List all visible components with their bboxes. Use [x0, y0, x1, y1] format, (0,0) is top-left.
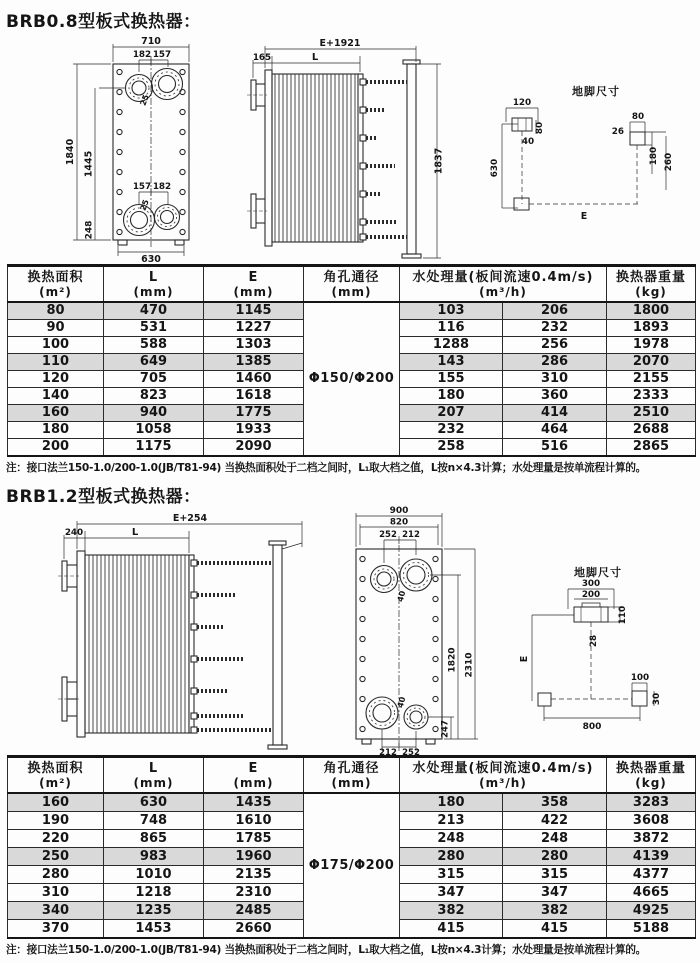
table-cell: 748 — [104, 812, 204, 830]
table-cell: 1960 — [204, 848, 304, 866]
table-cell: 340 — [8, 902, 104, 920]
table-cell: 180 — [400, 793, 503, 812]
table-cell: 213 — [400, 812, 503, 830]
table-cell: 649 — [104, 354, 204, 371]
table-cell: 464 — [503, 422, 607, 439]
table-cell: 180 — [400, 388, 503, 405]
col-header-area: 换热面积 (m²) — [8, 266, 104, 303]
brb08-foundation-drawing — [478, 82, 696, 238]
dim-label-252-top: 252 — [379, 530, 397, 540]
table2-note: 注：接口法兰150-1.0/200-1.0(JB/T81-94) 当换热面积处于二档之间时，L₁取大档之值，L按n×4.3计算；水处理量是按单流程计算的。 — [6, 944, 646, 956]
table-cell: 3608 — [607, 812, 696, 830]
table-cell: 360 — [503, 388, 607, 405]
table-cell: 220 — [8, 830, 104, 848]
table-cell: 1775 — [204, 405, 304, 422]
table-cell: 1218 — [104, 884, 204, 902]
table-cell: 200 — [8, 439, 104, 457]
table-cell: 310 — [8, 884, 104, 902]
brb12-spec-table — [7, 755, 696, 939]
col-header-water: 水处理量(板间流速0.4m/s) (m³/h) — [400, 266, 607, 303]
hole-diameter-cell: Φ175/Φ200 — [304, 793, 400, 938]
col-header-weight: 换热器重量 (kg) — [607, 757, 696, 794]
dim-label-1837: 1837 — [433, 147, 445, 175]
table-cell: 1385 — [204, 354, 304, 371]
dim-label-180: 180 — [649, 146, 659, 166]
table-cell: 1785 — [204, 830, 304, 848]
table-cell: 190 — [8, 812, 104, 830]
dim-label-165: 165 — [252, 53, 272, 63]
table-cell: 382 — [503, 902, 607, 920]
dim-label-252-bottom: 252 — [402, 748, 420, 755]
dim-label-30: 30 — [652, 692, 662, 706]
table-cell: 2310 — [204, 884, 304, 902]
table-cell: 1235 — [104, 902, 204, 920]
dim-label-80-left: 80 — [535, 121, 545, 135]
foundation-svg — [478, 82, 696, 234]
table-cell: 110 — [8, 354, 104, 371]
table-cell: 116 — [400, 320, 503, 337]
table-cell: 3872 — [607, 830, 696, 848]
table-cell: 315 — [400, 866, 503, 884]
dim-label-25-bottom: 25 — [138, 198, 151, 212]
table-cell: 370 — [8, 920, 104, 939]
dim-label-28: 28 — [589, 634, 599, 648]
table-cell: 1435 — [204, 793, 304, 812]
table-cell: 1145 — [204, 302, 304, 320]
table-cell: 422 — [503, 812, 607, 830]
dim-label-1820: 1820 — [447, 647, 458, 673]
dim-label-240: 240 — [64, 528, 84, 538]
front-view-svg — [318, 505, 503, 755]
front-view-svg — [55, 34, 205, 264]
dim-label-40-top: 40 — [395, 589, 408, 603]
table-row — [8, 793, 696, 812]
table-cell: 258 — [400, 439, 503, 457]
dim-label-630: 630 — [141, 254, 161, 264]
brb12-side-view-drawing — [55, 509, 327, 759]
table-cell: 1618 — [204, 388, 304, 405]
dim-label-40-bottom: 40 — [395, 695, 408, 709]
table-cell: 2865 — [607, 439, 696, 457]
foundation-title: 地脚尺寸 — [574, 566, 622, 579]
table-cell: 1227 — [204, 320, 304, 337]
hole-diameter-cell: Φ150/Φ200 — [304, 302, 400, 456]
dim-label-1840: 1840 — [65, 138, 76, 166]
table-cell: 4665 — [607, 884, 696, 902]
dim-label-E-fnd: E — [580, 211, 588, 222]
brb12-drawings — [0, 505, 700, 755]
table-cell: 415 — [503, 920, 607, 939]
foundation-svg — [492, 563, 697, 735]
dim-label-L2: L — [131, 527, 139, 538]
section2-title: BRB1.2型板式换热器： — [6, 487, 201, 507]
dim-label-L1: L — [311, 52, 319, 63]
table-cell: 160 — [8, 405, 104, 422]
table-cell: 155 — [400, 371, 503, 388]
dim-label-80-right: 80 — [631, 112, 645, 122]
table-cell: 2660 — [204, 920, 304, 939]
table-cell: 347 — [400, 884, 503, 902]
table-cell: 160 — [8, 793, 104, 812]
table-cell: 315 — [503, 866, 607, 884]
dim-label-157-bottom: 157 — [132, 182, 152, 192]
dim-label-40: 40 — [521, 137, 535, 147]
dim-label-26: 26 — [611, 127, 624, 137]
table-cell: 280 — [400, 848, 503, 866]
side-view-svg — [245, 36, 480, 264]
table-cell: 5188 — [607, 920, 696, 939]
brb08-spec-table — [7, 264, 696, 457]
table-cell: 1453 — [104, 920, 204, 939]
dim-label-212-top: 212 — [402, 530, 420, 540]
table-cell: 2485 — [204, 902, 304, 920]
table-row — [8, 302, 696, 320]
table-cell: 310 — [503, 371, 607, 388]
table-cell: 2090 — [204, 439, 304, 457]
table-cell: 823 — [104, 388, 204, 405]
table-cell: 983 — [104, 848, 204, 866]
table-cell: 143 — [400, 354, 503, 371]
table-cell: 3283 — [607, 793, 696, 812]
col-header-E: E (mm) — [204, 757, 304, 794]
dim-label-120: 120 — [512, 98, 532, 108]
dim-label-2310: 2310 — [464, 652, 475, 678]
table-cell: 2688 — [607, 422, 696, 439]
table-cell: 180 — [8, 422, 104, 439]
table-cell: 140 — [8, 388, 104, 405]
table-cell: 531 — [104, 320, 204, 337]
table-cell: 280 — [503, 848, 607, 866]
dim-label-1445: 1445 — [83, 150, 95, 178]
table-cell: 286 — [503, 354, 607, 371]
table-cell: 4925 — [607, 902, 696, 920]
dim-label-630-fnd: 630 — [490, 158, 500, 178]
table-cell: 4139 — [607, 848, 696, 866]
table-cell: 90 — [8, 320, 104, 337]
table-cell: 1933 — [204, 422, 304, 439]
table-cell: 358 — [503, 793, 607, 812]
table-cell: 4377 — [607, 866, 696, 884]
dim-label-820: 820 — [389, 517, 409, 528]
table-cell: 103 — [400, 302, 503, 320]
table-cell: 2510 — [607, 405, 696, 422]
col-header-area: 换热面积 (m²) — [8, 757, 104, 794]
table-cell: 256 — [503, 337, 607, 354]
table-cell: 414 — [503, 405, 607, 422]
dim-label-800: 800 — [582, 722, 602, 732]
table-cell: 2070 — [607, 354, 696, 371]
dim-label-e254: E+254 — [172, 513, 208, 524]
header-row — [8, 266, 696, 303]
col-header-E: E (mm) — [204, 266, 304, 303]
table-cell: 382 — [400, 902, 503, 920]
dim-label-E-fnd2: E — [519, 655, 530, 663]
section1-title: BRB0.8型板式换热器： — [6, 12, 201, 32]
table-cell: 1175 — [104, 439, 204, 457]
table-cell: 250 — [8, 848, 104, 866]
foundation-title: 地脚尺寸 — [572, 85, 620, 98]
table-cell: 120 — [8, 371, 104, 388]
dim-label-25-top: 25 — [138, 93, 151, 107]
col-header-weight: 换热器重量 (kg) — [607, 266, 696, 303]
table-cell: 232 — [400, 422, 503, 439]
col-header-L: L (mm) — [104, 757, 204, 794]
table1-note: 注：接口法兰150-1.0/200-1.0(JB/T81-94) 当换热面积处于二档之间时，L₁取大档之值，L按n×4.3计算；水处理量是按单流程计算的。 — [6, 462, 646, 474]
table-cell: 207 — [400, 405, 503, 422]
table-cell: 100 — [8, 337, 104, 354]
table-cell: 470 — [104, 302, 204, 320]
table-cell: 516 — [503, 439, 607, 457]
brb12-foundation-drawing — [492, 563, 697, 739]
brb12-front-view-drawing — [318, 505, 503, 759]
brb08-front-view-drawing — [55, 34, 205, 268]
col-header-L: L (mm) — [104, 266, 204, 303]
dim-label-212-bottom: 212 — [379, 748, 397, 755]
table-cell: 940 — [104, 405, 204, 422]
dim-label-e1921: E+1921 — [319, 38, 361, 49]
table-cell: 1010 — [104, 866, 204, 884]
table-cell: 588 — [104, 337, 204, 354]
dim-label-100: 100 — [630, 673, 650, 683]
dim-label-110: 110 — [618, 605, 628, 625]
brb08-side-view-drawing — [245, 36, 480, 268]
dim-label-200: 200 — [581, 590, 601, 600]
dim-label-182-top: 182 — [132, 50, 152, 60]
side-view-svg — [55, 509, 327, 755]
table-cell: 206 — [503, 302, 607, 320]
table-cell: 347 — [503, 884, 607, 902]
table-cell: 1978 — [607, 337, 696, 354]
dim-label-260: 260 — [664, 152, 674, 172]
col-header-water: 水处理量(板间流速0.4m/s) (m³/h) — [400, 757, 607, 794]
table-cell: 630 — [104, 793, 204, 812]
brb08-drawings — [0, 30, 700, 264]
dim-label-182-bottom: 182 — [152, 182, 172, 192]
table-cell: 1893 — [607, 320, 696, 337]
table-cell: 1303 — [204, 337, 304, 354]
table-cell: 1460 — [204, 371, 304, 388]
table-cell: 1800 — [607, 302, 696, 320]
table-cell: 232 — [503, 320, 607, 337]
table-cell: 1288 — [400, 337, 503, 354]
table-cell: 415 — [400, 920, 503, 939]
table-cell: 865 — [104, 830, 204, 848]
col-header-hole: 角孔通径 (mm) — [304, 757, 400, 794]
table-cell: 248 — [400, 830, 503, 848]
table-cell: 1610 — [204, 812, 304, 830]
dim-label-248: 248 — [84, 220, 95, 240]
header-row — [8, 757, 696, 794]
dim-label-710: 710 — [141, 36, 161, 47]
table-cell: 2135 — [204, 866, 304, 884]
table-cell: 705 — [104, 371, 204, 388]
dim-label-300: 300 — [581, 579, 601, 589]
table-cell: 80 — [8, 302, 104, 320]
table-cell: 2155 — [607, 371, 696, 388]
col-header-hole: 角孔通径 (mm) — [304, 266, 400, 303]
table-cell: 1058 — [104, 422, 204, 439]
table-cell: 248 — [503, 830, 607, 848]
table-cell: 2333 — [607, 388, 696, 405]
dim-label-157-top: 157 — [152, 50, 172, 60]
dim-label-247: 247 — [440, 720, 451, 738]
dim-label-900: 900 — [389, 506, 409, 516]
table-cell: 280 — [8, 866, 104, 884]
